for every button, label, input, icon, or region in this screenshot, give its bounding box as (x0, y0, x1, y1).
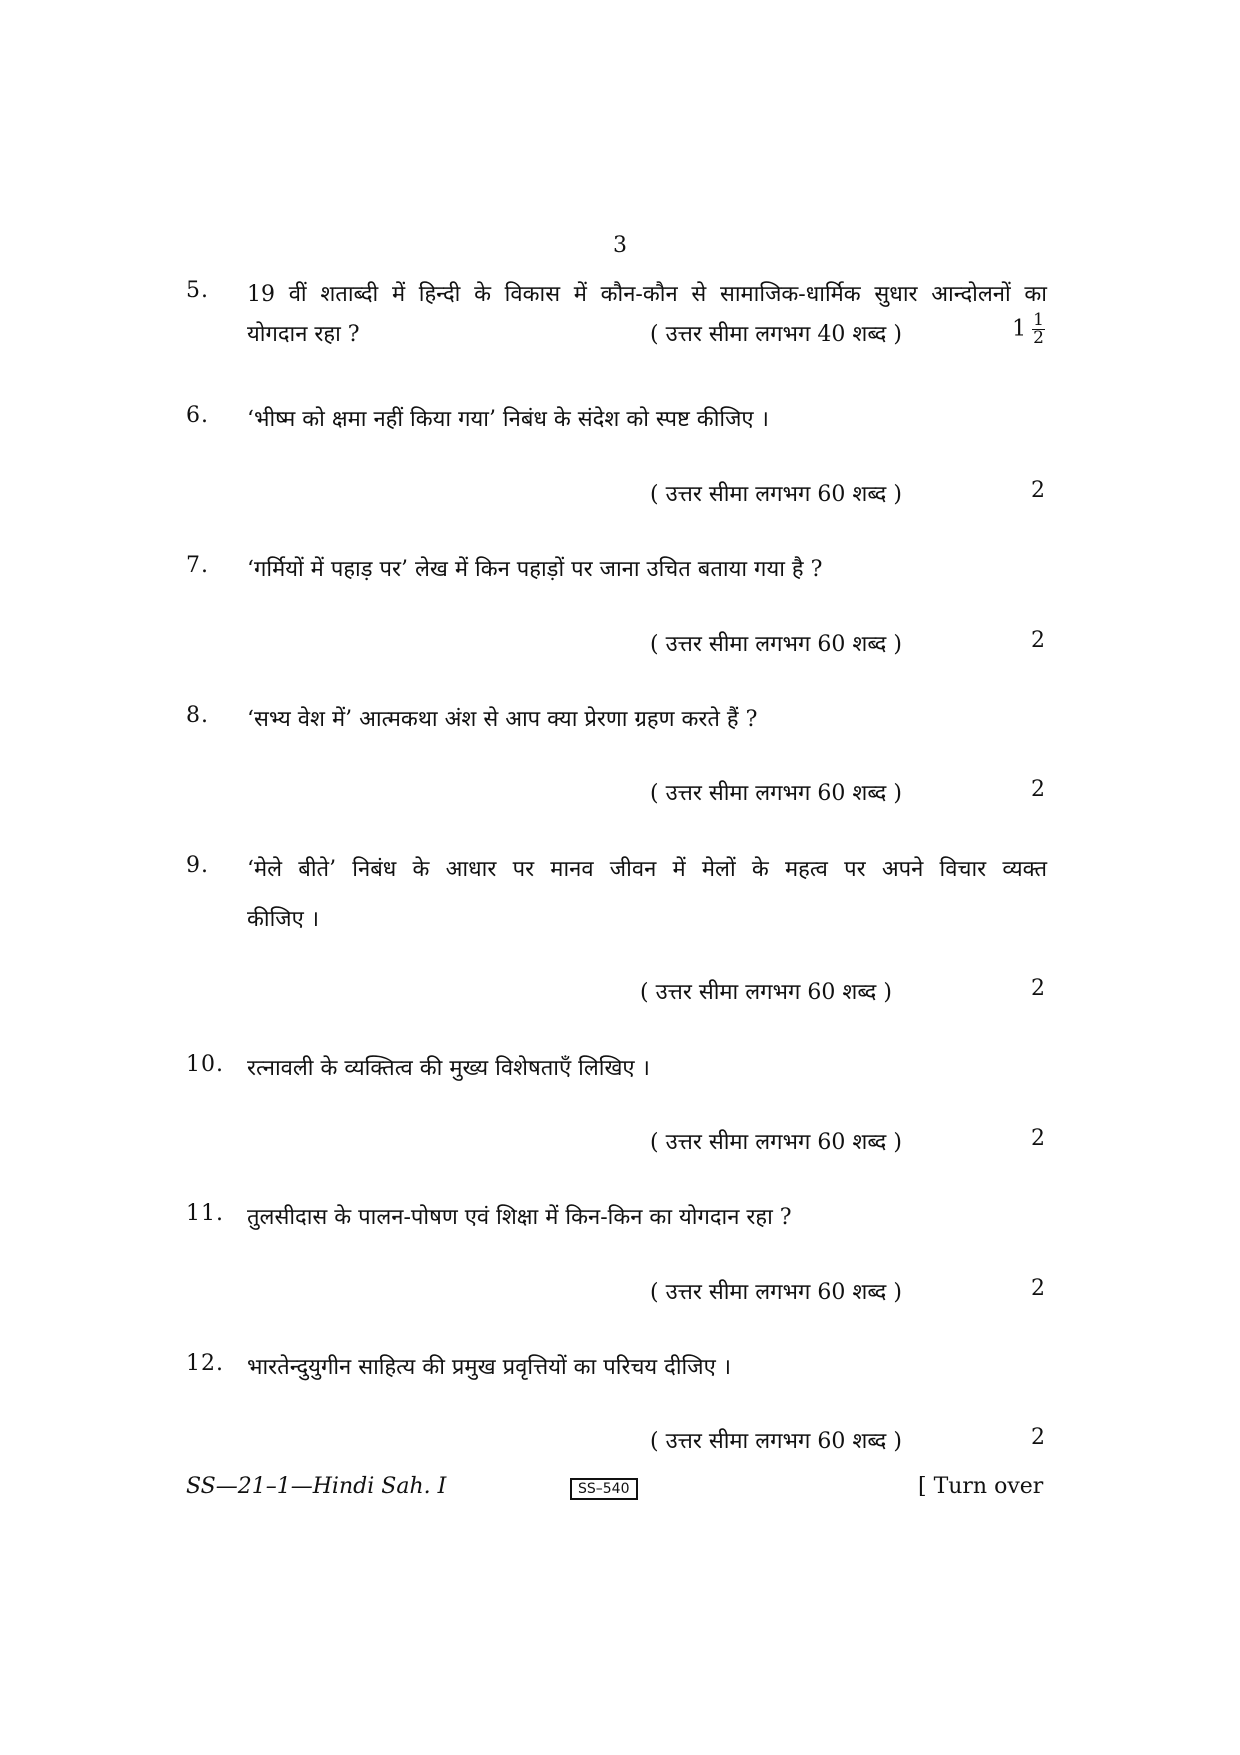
paper-code: SS—21–1—Hindi Sah. I (186, 1474, 447, 1499)
word-limit: ( उत्तर सीमा लगभग 60 शब्द ) (650, 1429, 902, 1454)
marks: 2 (1031, 1276, 1045, 1301)
question-number: 9. (186, 853, 209, 878)
page-number: 3 (613, 233, 627, 258)
marks-fraction (1032, 312, 1045, 347)
question-text-line-1: ‘गर्मियों में पहाड़ पर’ लेख में किन पहाड़ों पर जाना उचित बताया गया है ? (247, 557, 823, 582)
fraction-numerator: 1 (1033, 310, 1044, 330)
marks: 2 (1031, 1425, 1045, 1450)
question-number: 5. (186, 278, 209, 303)
word-limit: ( उत्तर सीमा लगभग 40 शब्द ) (650, 322, 902, 347)
question-text-line-1: ‘सभ्य वेश में’ आत्मकथा अंश से आप क्या प्रेरणा ग्रहण करते हैं ? (247, 707, 758, 732)
question-text-line-1: भारतेन्दुयुगीन साहित्य की प्रमुख प्रवृत्तियों का परिचय दीजिए । (247, 1355, 732, 1380)
question-text-line-2: कीजिए । (247, 907, 320, 932)
marks (985, 312, 1045, 347)
marks-whole: 1 (1012, 316, 1027, 342)
marks: 2 (1031, 478, 1045, 503)
booklet-code-box: SS–540 (570, 1478, 638, 1500)
question-number: 12. (186, 1351, 224, 1376)
turn-over-note: [ Turn over (918, 1474, 1044, 1499)
marks: 2 (1031, 628, 1045, 653)
question-number: 6. (186, 403, 209, 428)
marks: 2 (1031, 777, 1045, 802)
question-text-line-1: 19 वीं शताब्दी में हिन्दी के विकास में कौन-कौन से सामाजिक-धार्मिक सुधार आन्दोलनों का (247, 282, 1047, 307)
marks: 2 (1031, 976, 1045, 1001)
question-text-line-2: योगदान रहा ? (247, 322, 360, 347)
word-limit: ( उत्तर सीमा लगभग 60 शब्द ) (650, 1280, 902, 1305)
question-text-line-1: रत्नावली के व्यक्तित्व की मुख्य विशेषताएँ लिखिए । (247, 1056, 650, 1081)
word-limit: ( उत्तर सीमा लगभग 60 शब्द ) (640, 980, 892, 1005)
word-limit: ( उत्तर सीमा लगभग 60 शब्द ) (650, 1130, 902, 1155)
question-number: 11. (186, 1201, 224, 1226)
question-text-line-1: ‘भीष्म को क्षमा नहीं किया गया’ निबंध के संदेश को स्पष्ट कीजिए । (247, 407, 769, 432)
word-limit: ( उत्तर सीमा लगभग 60 शब्द ) (650, 482, 902, 507)
question-number: 10. (186, 1052, 224, 1077)
marks: 2 (1031, 1126, 1045, 1151)
question-text-line-1: ‘मेले बीते’ निबंध के आधार पर मानव जीवन में मेलों के महत्व पर अपने विचार व्यक्त (247, 857, 1047, 882)
word-limit: ( उत्तर सीमा लगभग 60 शब्द ) (650, 632, 902, 657)
question-text-line-1: तुलसीदास के पालन-पोषण एवं शिक्षा में किन-किन का योगदान रहा ? (247, 1205, 792, 1230)
question-number: 7. (186, 553, 209, 578)
question-number: 8. (186, 703, 209, 728)
word-limit: ( उत्तर सीमा लगभग 60 शब्द ) (650, 781, 902, 806)
fraction-denominator: 2 (1033, 328, 1044, 348)
